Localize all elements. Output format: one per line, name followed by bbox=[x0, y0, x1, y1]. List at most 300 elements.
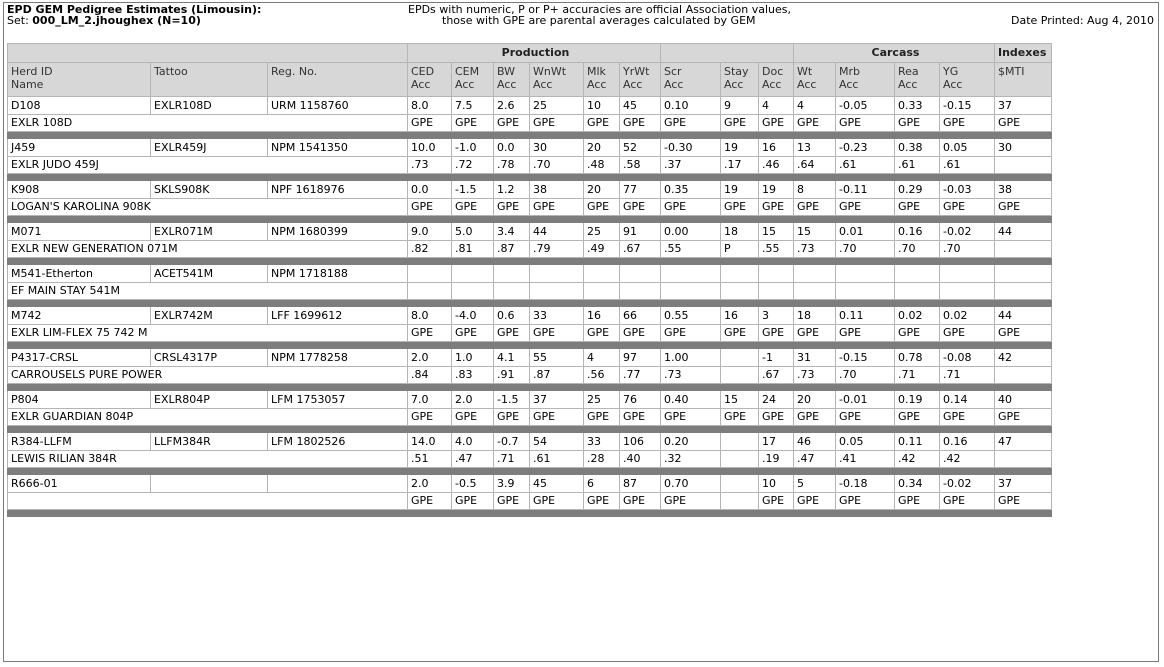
accuracy-cell: GPE bbox=[895, 115, 940, 132]
epd-value-cell: 76 bbox=[620, 391, 661, 409]
column-header bbox=[530, 63, 584, 97]
accuracy-cell: GPE bbox=[995, 493, 1052, 510]
epd-value-cell: 0.05 bbox=[940, 139, 995, 157]
epd-value-cell: -1 bbox=[759, 349, 794, 367]
accuracy-cell: .17 bbox=[721, 157, 759, 174]
epd-value-cell bbox=[895, 265, 940, 283]
accuracy-cell: GPE bbox=[494, 493, 530, 510]
accuracy-cell: GPE bbox=[452, 199, 494, 216]
animal-acc-row bbox=[8, 367, 1052, 384]
accuracy-cell: .28 bbox=[584, 451, 620, 468]
tattoo-cell: ACET541M bbox=[151, 265, 268, 283]
accuracy-cell: GPE bbox=[759, 115, 794, 132]
accuracy-cell: GPE bbox=[620, 409, 661, 426]
accuracy-cell: .64 bbox=[794, 157, 836, 174]
accuracy-cell: GPE bbox=[494, 409, 530, 426]
accuracy-cell: GPE bbox=[661, 199, 721, 216]
epd-value-cell bbox=[836, 265, 895, 283]
epd-value-cell: 0.19 bbox=[895, 391, 940, 409]
column-header-sublabel: Acc bbox=[497, 78, 517, 91]
column-header-label: CED bbox=[411, 65, 435, 78]
row-separator bbox=[8, 468, 1052, 475]
herd-id-cell: J459 bbox=[8, 139, 151, 157]
accuracy-cell bbox=[408, 283, 452, 300]
herd-id-cell: K908 bbox=[8, 181, 151, 199]
epd-value-cell: -0.03 bbox=[940, 181, 995, 199]
accuracy-cell: GPE bbox=[940, 199, 995, 216]
epd-value-cell: 2.0 bbox=[452, 391, 494, 409]
accuracy-cell: .42 bbox=[940, 451, 995, 468]
epd-value-cell: 20 bbox=[584, 181, 620, 199]
accuracy-cell bbox=[895, 283, 940, 300]
accuracy-cell: .77 bbox=[620, 367, 661, 384]
column-header-label: YG bbox=[943, 65, 959, 78]
epd-value-cell: 37 bbox=[995, 97, 1052, 115]
column-header-sublabel: Name bbox=[11, 78, 44, 91]
epd-value-cell: 1.2 bbox=[494, 181, 530, 199]
column-header-sublabel: Acc bbox=[797, 78, 817, 91]
column-header-label: Doc bbox=[762, 65, 784, 78]
accuracy-cell: .71 bbox=[494, 451, 530, 468]
animal-acc-row bbox=[8, 325, 1052, 342]
epd-value-cell: 18 bbox=[794, 307, 836, 325]
accuracy-cell bbox=[759, 283, 794, 300]
accuracy-cell: .73 bbox=[408, 157, 452, 174]
column-header-label: BW bbox=[497, 65, 516, 78]
row-separator-bar bbox=[8, 342, 1052, 349]
column-header-row bbox=[8, 63, 1052, 97]
animal-epd-row bbox=[8, 181, 1052, 199]
column-header-label: Herd ID bbox=[11, 65, 53, 78]
accuracy-cell: GPE bbox=[940, 115, 995, 132]
column-header-sublabel: Acc bbox=[533, 78, 553, 91]
epd-value-cell: 9 bbox=[721, 97, 759, 115]
accuracy-cell: .81 bbox=[452, 241, 494, 258]
accuracy-cell: GPE bbox=[452, 493, 494, 510]
accuracy-cell: GPE bbox=[836, 199, 895, 216]
epd-value-cell: 25 bbox=[584, 223, 620, 241]
tattoo-cell: CRSL4317P bbox=[151, 349, 268, 367]
accuracy-cell: .32 bbox=[661, 451, 721, 468]
accuracy-cell: .42 bbox=[895, 451, 940, 468]
epd-value-cell: -0.15 bbox=[940, 97, 995, 115]
epd-value-cell: 46 bbox=[794, 433, 836, 451]
epd-value-cell bbox=[794, 265, 836, 283]
epd-value-cell bbox=[759, 265, 794, 283]
tattoo-cell: SKLS908K bbox=[151, 181, 268, 199]
animal-acc-row bbox=[8, 199, 1052, 216]
epd-value-cell: -0.23 bbox=[836, 139, 895, 157]
accuracy-cell: .19 bbox=[759, 451, 794, 468]
column-header bbox=[620, 63, 661, 97]
epd-value-cell: 0.34 bbox=[895, 475, 940, 493]
accuracy-cell bbox=[721, 493, 759, 510]
accuracy-cell: .67 bbox=[620, 241, 661, 258]
epd-value-cell: 7.0 bbox=[408, 391, 452, 409]
epd-value-cell: 45 bbox=[530, 475, 584, 493]
column-header-sublabel: Acc bbox=[943, 78, 963, 91]
epd-value-cell: 0.38 bbox=[895, 139, 940, 157]
accuracy-cell: GPE bbox=[794, 493, 836, 510]
epd-value-cell: 1.00 bbox=[661, 349, 721, 367]
epd-value-cell: 30 bbox=[995, 139, 1052, 157]
accuracy-cell bbox=[995, 451, 1052, 468]
reg-no-cell: NPM 1680399 bbox=[268, 223, 408, 241]
epd-value-cell: 106 bbox=[620, 433, 661, 451]
epd-value-cell: 0.16 bbox=[940, 433, 995, 451]
accuracy-cell bbox=[494, 283, 530, 300]
herd-id-cell: M742 bbox=[8, 307, 151, 325]
accuracy-cell: GPE bbox=[794, 325, 836, 342]
accuracy-cell: GPE bbox=[530, 493, 584, 510]
epd-value-cell: 0.00 bbox=[661, 223, 721, 241]
accuracy-cell: GPE bbox=[759, 409, 794, 426]
accuracy-cell bbox=[661, 283, 721, 300]
epd-value-cell: 14.0 bbox=[408, 433, 452, 451]
animal-acc-row bbox=[8, 493, 1052, 510]
row-separator bbox=[8, 132, 1052, 139]
epd-value-cell: 10 bbox=[759, 475, 794, 493]
animal-name-cell: LOGAN'S KAROLINA 908K bbox=[8, 199, 408, 216]
report-title: EPD GEM Pedigree Estimates (Limousin): bbox=[7, 3, 262, 16]
epd-value-cell: 13 bbox=[794, 139, 836, 157]
accuracy-cell: .56 bbox=[584, 367, 620, 384]
epd-value-cell: 77 bbox=[620, 181, 661, 199]
column-header-sublabel: Acc bbox=[455, 78, 475, 91]
epd-value-cell bbox=[940, 265, 995, 283]
column-header-sublabel: Acc bbox=[623, 78, 643, 91]
epd-value-cell: 2.6 bbox=[494, 97, 530, 115]
row-separator-bar bbox=[8, 132, 1052, 139]
column-header-sublabel: Acc bbox=[839, 78, 859, 91]
animal-acc-row bbox=[8, 115, 1052, 132]
column-header-label: WnWt bbox=[533, 65, 567, 78]
herd-id-cell: D108 bbox=[8, 97, 151, 115]
epd-value-cell: -0.7 bbox=[494, 433, 530, 451]
epd-value-cell: -1.5 bbox=[494, 391, 530, 409]
epd-value-cell: 3 bbox=[759, 307, 794, 325]
epd-value-cell: -0.02 bbox=[940, 223, 995, 241]
epd-value-cell: 25 bbox=[584, 391, 620, 409]
accuracy-cell: P bbox=[721, 241, 759, 258]
group-header-row bbox=[8, 44, 1052, 63]
accuracy-cell: .73 bbox=[794, 367, 836, 384]
animal-acc-row bbox=[8, 157, 1052, 174]
accuracy-cell: GPE bbox=[995, 199, 1052, 216]
accuracy-cell: GPE bbox=[408, 199, 452, 216]
epd-value-cell bbox=[452, 265, 494, 283]
accuracy-cell: GPE bbox=[620, 115, 661, 132]
group-carcass: Carcass bbox=[794, 44, 995, 63]
accuracy-cell: GPE bbox=[452, 409, 494, 426]
epd-value-cell: 8.0 bbox=[408, 97, 452, 115]
epd-value-cell: 0.16 bbox=[895, 223, 940, 241]
epd-value-cell: -1.0 bbox=[452, 139, 494, 157]
epd-value-cell: 31 bbox=[794, 349, 836, 367]
epd-value-cell: 97 bbox=[620, 349, 661, 367]
column-header bbox=[895, 63, 940, 97]
accuracy-cell bbox=[721, 367, 759, 384]
accuracy-cell: GPE bbox=[452, 115, 494, 132]
animal-epd-row bbox=[8, 475, 1052, 493]
accuracy-cell: GPE bbox=[721, 409, 759, 426]
column-header bbox=[452, 63, 494, 97]
animal-name-cell bbox=[8, 493, 408, 510]
epd-value-cell: 10 bbox=[584, 97, 620, 115]
accuracy-cell: .83 bbox=[452, 367, 494, 384]
accuracy-cell: .71 bbox=[895, 367, 940, 384]
column-header-label: Mrb bbox=[839, 65, 860, 78]
epd-value-cell: -0.08 bbox=[940, 349, 995, 367]
animal-name-cell: EXLR JUDO 459J bbox=[8, 157, 408, 174]
column-header bbox=[995, 63, 1052, 97]
epd-value-cell: 42 bbox=[995, 349, 1052, 367]
row-separator-bar bbox=[8, 258, 1052, 265]
report-frame bbox=[3, 2, 1159, 662]
accuracy-cell: GPE bbox=[759, 493, 794, 510]
row-separator bbox=[8, 216, 1052, 223]
animal-rows bbox=[8, 97, 1052, 517]
tattoo-cell: EXLR742M bbox=[151, 307, 268, 325]
epd-value-cell: 0.35 bbox=[661, 181, 721, 199]
epd-value-cell: 8 bbox=[794, 181, 836, 199]
epd-value-cell bbox=[620, 265, 661, 283]
epd-value-cell: 33 bbox=[584, 433, 620, 451]
accuracy-cell: .40 bbox=[620, 451, 661, 468]
epd-value-cell: 44 bbox=[995, 223, 1052, 241]
accuracy-cell: GPE bbox=[895, 325, 940, 342]
row-separator bbox=[8, 174, 1052, 181]
epd-value-cell: 25 bbox=[530, 97, 584, 115]
tattoo-cell: EXLR459J bbox=[151, 139, 268, 157]
animal-acc-row bbox=[8, 241, 1052, 258]
column-header bbox=[759, 63, 794, 97]
tattoo-cell: LLFM384R bbox=[151, 433, 268, 451]
epd-value-cell: 2.0 bbox=[408, 349, 452, 367]
row-separator bbox=[8, 342, 1052, 349]
accuracy-cell: .70 bbox=[940, 241, 995, 258]
set-line bbox=[7, 14, 201, 27]
epd-value-cell: 10.0 bbox=[408, 139, 452, 157]
epd-value-cell: 0.78 bbox=[895, 349, 940, 367]
herd-id-cell: M541-Etherton bbox=[8, 265, 151, 283]
accuracy-cell bbox=[584, 283, 620, 300]
column-header bbox=[721, 63, 759, 97]
accuracy-cell: GPE bbox=[895, 199, 940, 216]
reg-no-cell: NPF 1618976 bbox=[268, 181, 408, 199]
epd-value-cell: 16 bbox=[721, 307, 759, 325]
accuracy-cell: GPE bbox=[661, 115, 721, 132]
accuracy-cell: GPE bbox=[995, 409, 1052, 426]
epd-value-cell: 45 bbox=[620, 97, 661, 115]
epd-value-cell: 16 bbox=[759, 139, 794, 157]
column-header bbox=[940, 63, 995, 97]
accuracy-cell: GPE bbox=[836, 325, 895, 342]
accuracy-cell: GPE bbox=[452, 325, 494, 342]
column-header bbox=[8, 63, 151, 97]
accuracy-cell: .61 bbox=[940, 157, 995, 174]
epd-value-cell: 0.02 bbox=[895, 307, 940, 325]
reg-no-cell: NPM 1541350 bbox=[268, 139, 408, 157]
accuracy-cell: GPE bbox=[584, 409, 620, 426]
epd-value-cell: 4 bbox=[794, 97, 836, 115]
herd-id-cell: P804 bbox=[8, 391, 151, 409]
epd-value-cell: 44 bbox=[530, 223, 584, 241]
epd-value-cell bbox=[721, 265, 759, 283]
epd-value-cell: 4 bbox=[584, 349, 620, 367]
accuracy-cell: GPE bbox=[408, 493, 452, 510]
reg-no-cell bbox=[268, 475, 408, 493]
column-header bbox=[661, 63, 721, 97]
epd-value-cell: 5.0 bbox=[452, 223, 494, 241]
accuracy-cell: GPE bbox=[494, 115, 530, 132]
accuracy-cell bbox=[995, 157, 1052, 174]
epd-value-cell: 66 bbox=[620, 307, 661, 325]
accuracy-cell bbox=[620, 283, 661, 300]
epd-value-cell: -0.5 bbox=[452, 475, 494, 493]
animal-name-cell: EXLR GUARDIAN 804P bbox=[8, 409, 408, 426]
epd-value-cell bbox=[721, 349, 759, 367]
accuracy-cell bbox=[995, 367, 1052, 384]
epd-value-cell: 0.33 bbox=[895, 97, 940, 115]
epd-value-cell: 6 bbox=[584, 475, 620, 493]
accuracy-cell: .51 bbox=[408, 451, 452, 468]
epd-value-cell: 0.55 bbox=[661, 307, 721, 325]
row-separator-bar bbox=[8, 174, 1052, 181]
accuracy-cell: GPE bbox=[895, 409, 940, 426]
epd-value-cell: 16 bbox=[584, 307, 620, 325]
report-header bbox=[4, 3, 1158, 43]
column-header bbox=[794, 63, 836, 97]
accuracy-cell: .61 bbox=[530, 451, 584, 468]
note-line-2: those with GPE are parental averages calculated by GEM bbox=[442, 14, 756, 27]
accuracy-cell: GPE bbox=[895, 493, 940, 510]
accuracy-cell bbox=[995, 283, 1052, 300]
animal-name-cell: LEWIS RILIAN 384R bbox=[8, 451, 408, 468]
group-indexes: Indexes bbox=[995, 44, 1052, 63]
epd-value-cell: 0.70 bbox=[661, 475, 721, 493]
accuracy-cell: GPE bbox=[940, 325, 995, 342]
accuracy-cell: .55 bbox=[759, 241, 794, 258]
accuracy-cell bbox=[530, 283, 584, 300]
accuracy-cell: GPE bbox=[584, 493, 620, 510]
tattoo-cell: EXLR071M bbox=[151, 223, 268, 241]
accuracy-cell: .71 bbox=[940, 367, 995, 384]
epd-value-cell: 0.14 bbox=[940, 391, 995, 409]
accuracy-cell bbox=[940, 283, 995, 300]
accuracy-cell: GPE bbox=[721, 199, 759, 216]
set-label: Set: bbox=[7, 14, 29, 27]
epd-value-cell bbox=[995, 265, 1052, 283]
reg-no-cell: NPM 1778258 bbox=[268, 349, 408, 367]
epd-value-cell: 40 bbox=[995, 391, 1052, 409]
epd-value-cell: -0.18 bbox=[836, 475, 895, 493]
accuracy-cell: .61 bbox=[895, 157, 940, 174]
row-separator-bar bbox=[8, 426, 1052, 433]
accuracy-cell: .49 bbox=[584, 241, 620, 258]
epd-value-cell: 9.0 bbox=[408, 223, 452, 241]
accuracy-cell: GPE bbox=[836, 115, 895, 132]
epd-value-cell: 37 bbox=[995, 475, 1052, 493]
group-header-blank bbox=[661, 44, 794, 63]
accuracy-cell bbox=[794, 283, 836, 300]
epd-value-cell: 18 bbox=[721, 223, 759, 241]
epd-value-cell bbox=[721, 433, 759, 451]
accuracy-cell: .72 bbox=[452, 157, 494, 174]
epd-value-cell: 15 bbox=[721, 391, 759, 409]
accuracy-cell: GPE bbox=[661, 493, 721, 510]
column-header bbox=[408, 63, 452, 97]
epd-value-cell: 0.10 bbox=[661, 97, 721, 115]
animal-acc-row bbox=[8, 283, 1052, 300]
set-value: 000_LM_2.jhoughex (N=10) bbox=[32, 14, 201, 27]
epd-value-cell bbox=[721, 475, 759, 493]
epd-value-cell: 1.0 bbox=[452, 349, 494, 367]
herd-id-cell: M071 bbox=[8, 223, 151, 241]
column-header-sublabel: Acc bbox=[664, 78, 684, 91]
epd-value-cell bbox=[530, 265, 584, 283]
epd-value-cell: 2.0 bbox=[408, 475, 452, 493]
reg-no-cell: LFF 1699612 bbox=[268, 307, 408, 325]
accuracy-cell bbox=[721, 283, 759, 300]
animal-name-cell: EF MAIN STAY 541M bbox=[8, 283, 408, 300]
column-header bbox=[494, 63, 530, 97]
column-header bbox=[836, 63, 895, 97]
accuracy-cell: .55 bbox=[661, 241, 721, 258]
row-separator bbox=[8, 384, 1052, 391]
accuracy-cell: GPE bbox=[530, 409, 584, 426]
accuracy-cell: GPE bbox=[661, 325, 721, 342]
epd-value-cell: 19 bbox=[759, 181, 794, 199]
epd-value-cell: 4.0 bbox=[452, 433, 494, 451]
epd-value-cell: 24 bbox=[759, 391, 794, 409]
accuracy-cell: GPE bbox=[995, 115, 1052, 132]
epd-value-cell: 38 bbox=[995, 181, 1052, 199]
animal-name-cell: CARROUSELS PURE POWER bbox=[8, 367, 408, 384]
epd-value-cell: 15 bbox=[794, 223, 836, 241]
epd-value-cell: 0.11 bbox=[895, 433, 940, 451]
epd-value-cell: -0.11 bbox=[836, 181, 895, 199]
column-header-label: Stay bbox=[724, 65, 749, 78]
epd-value-cell: -0.01 bbox=[836, 391, 895, 409]
epd-value-cell bbox=[584, 265, 620, 283]
accuracy-cell: GPE bbox=[620, 325, 661, 342]
epd-value-cell: 15 bbox=[759, 223, 794, 241]
accuracy-cell: GPE bbox=[794, 199, 836, 216]
accuracy-cell: .70 bbox=[836, 241, 895, 258]
accuracy-cell: GPE bbox=[794, 115, 836, 132]
epd-value-cell: 19 bbox=[721, 139, 759, 157]
accuracy-cell: .46 bbox=[759, 157, 794, 174]
accuracy-cell bbox=[452, 283, 494, 300]
epd-value-cell: 20 bbox=[794, 391, 836, 409]
epd-value-cell: 0.01 bbox=[836, 223, 895, 241]
accuracy-cell: .78 bbox=[494, 157, 530, 174]
epd-value-cell: 20 bbox=[584, 139, 620, 157]
row-separator-bar bbox=[8, 510, 1052, 517]
epd-value-cell: 44 bbox=[995, 307, 1052, 325]
row-separator-bar bbox=[8, 300, 1052, 307]
accuracy-cell: GPE bbox=[408, 325, 452, 342]
epd-value-cell: 0.05 bbox=[836, 433, 895, 451]
accuracy-cell: .58 bbox=[620, 157, 661, 174]
column-header bbox=[584, 63, 620, 97]
column-header-label: Wt bbox=[797, 65, 813, 78]
row-separator bbox=[8, 510, 1052, 517]
accuracy-cell bbox=[836, 283, 895, 300]
accuracy-cell: GPE bbox=[530, 199, 584, 216]
animal-epd-row bbox=[8, 349, 1052, 367]
